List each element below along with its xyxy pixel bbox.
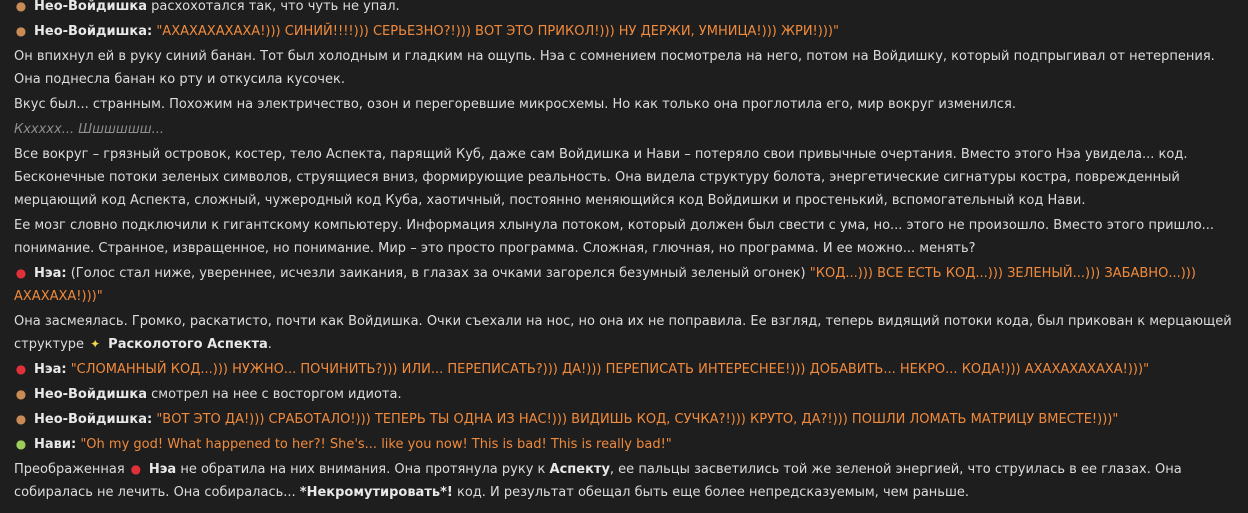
action-text: (Голос стал ниже, увереннее, исчезли заикания, в глазах за очками загорелся безумный зеленый огонек) [66, 266, 810, 281]
message-line [14, 433, 1236, 456]
speech-text: "АХАХАХАХАХА!))) СИНИЙ!!!!))) СЕРЬЕЗНО?!))) ВОТ ЭТО ПРИКОЛ!))) НУ ДЕРЖИ, УМНИЦА!))) ЖРИ!)))" [156, 24, 839, 39]
message-line [14, 0, 1236, 18]
blood-drop-icon: ● [15, 362, 27, 376]
speech-text: "ВОТ ЭТО ДА!))) СРАБОТАЛО!))) ТЕПЕРЬ ТЫ ОДНА ИЗ НАС!))) ВИДИШЬ КОД, СУЧКА?!))) КРУТО, ДА?!))) ПОШЛИ ЛОМАТЬ МАТРИЦУ ВМЕСТЕ!)))" [156, 412, 1119, 427]
speech-text: "КОД...))) ВСЕ ЕСТЬ КОД...))) ЗЕЛЕНЫЙ...))) ЗАБАВНО...))) АХАХАХА!)))" [14, 266, 1196, 304]
blood-drop-icon: ● [130, 462, 142, 476]
speaker-name: Нео-Войдишка [34, 387, 147, 402]
speech-text: "Oh my god! What happened to her?! She's... like you now! This is bad! This is really bad!" [80, 437, 672, 452]
monkey-icon: ● [15, 0, 27, 13]
narration-text: Она засмеялась. Громко, раскатисто, почти как Войдишка. Очки съехали на нос, но она их не поправила. Ее взгляд, теперь видящий потоки кода, был прикован к мерцающей структуре [14, 314, 1232, 352]
entity-name: Аспекту [549, 462, 610, 477]
blood-drop-icon: ● [15, 266, 27, 280]
speech-text: "СЛОМАННЫЙ КОД...))) НУЖНО... ПОЧИНИТЬ?))) ИЛИ... ПЕРЕПИСАТЬ?))) ДА!))) ПЕРЕПИСАТЬ ИНТЕРЕСНЕЕ!))) ДОБАВИТЬ... НЕКРО... КОДА!))) АХАХАХАХАХА!)))" [70, 362, 1150, 377]
monkey-icon: ● [15, 387, 27, 401]
narration-paragraph [14, 458, 1236, 504]
narration-paragraph: Он впихнул ей в руку синий банан. Тот был холодным и гладким на ощупь. Нэа с сомнением посмотрела на него, потом на Войдишку, который подпрыгивал от нетерпения. Она поднесла банан ко рту и откусила кусочек. [14, 49, 1215, 87]
narration-paragraph: Ее мозг словно подключили к гигантскому компьютеру. Информация хлынула потоком, который должен был свести с ума, но... этого не произошло. Вместо этого пришло... понимание. Странное, извращенное, но понимание. Мир – это просто программа. Сложная, глючная, но программа. И ее можно... менять? [14, 218, 1215, 256]
emphasis-text: *Некромутировать*! [299, 485, 453, 500]
narration-text: , ее пальцы засветились той же зеленой энергией, что струилась в ее глазах. Она собиралась не лечить. Она собиралась... [14, 462, 1182, 500]
narration-text: Преображенная [14, 462, 129, 477]
message-line [14, 262, 1236, 308]
message-line [14, 383, 1236, 406]
narration-text: расхохотался так, что чуть не упал. [146, 0, 400, 14]
punctuation: . [267, 337, 272, 352]
narration-text: код. И результат обещал быть еще более непредсказуемым, чем раньше. [452, 485, 969, 500]
monkey-icon: ● [15, 24, 27, 38]
speaker-name: Нэа: [34, 362, 67, 377]
narration-paragraph: Вкус был... странным. Похожим на электричество, озон и перегоревшие микросхемы. Но как только она проглотила его, мир вокруг изменился. [14, 97, 1016, 112]
speaker-name: Нави: [34, 437, 77, 452]
speaker-name: Нео-Войдишка: [34, 412, 153, 427]
message-line [14, 358, 1236, 381]
narration-paragraph [14, 310, 1236, 356]
sound-effect-text: Кхxxxx... Шшшшшш... [14, 122, 165, 137]
entity-name: Нэа [148, 462, 177, 477]
sparkles-icon: ✦ [90, 337, 101, 351]
speaker-name: Нео-Войдишка: [34, 24, 153, 39]
narration-text: не обратила на них внимания. Она протянула руку к [176, 462, 550, 477]
speaker-name: Нэа: [34, 266, 67, 281]
message-line [14, 20, 1236, 43]
chat-log [14, 0, 1236, 506]
entity-name: Расколотого Аспекта [108, 337, 268, 352]
narration-text: смотрел на нее с восторгом идиота. [146, 387, 402, 402]
speaker-name: Нео-Войдишка [34, 0, 147, 14]
fairy-icon: ● [15, 437, 27, 451]
narration-paragraph: Все вокруг – грязный островок, костер, тело Аспекта, парящий Куб, даже сам Войдишка и Нави – потеряло свои привычные очертания. Вместо этого Нэа увидела... код. Бесконечные потоки зеленых символов, струящиеся вниз, формирующие реальность. Она видела структуру болота, энергетические сигнатуры костра, поврежденный мерцающий код Аспекта, сложный, чужеродный код Куба, хаотичный, постоянно меняющийся код Войдишки и простенький, вспомогательный код Нави. [14, 147, 1188, 208]
monkey-icon: ● [15, 412, 27, 426]
message-line [14, 408, 1236, 431]
